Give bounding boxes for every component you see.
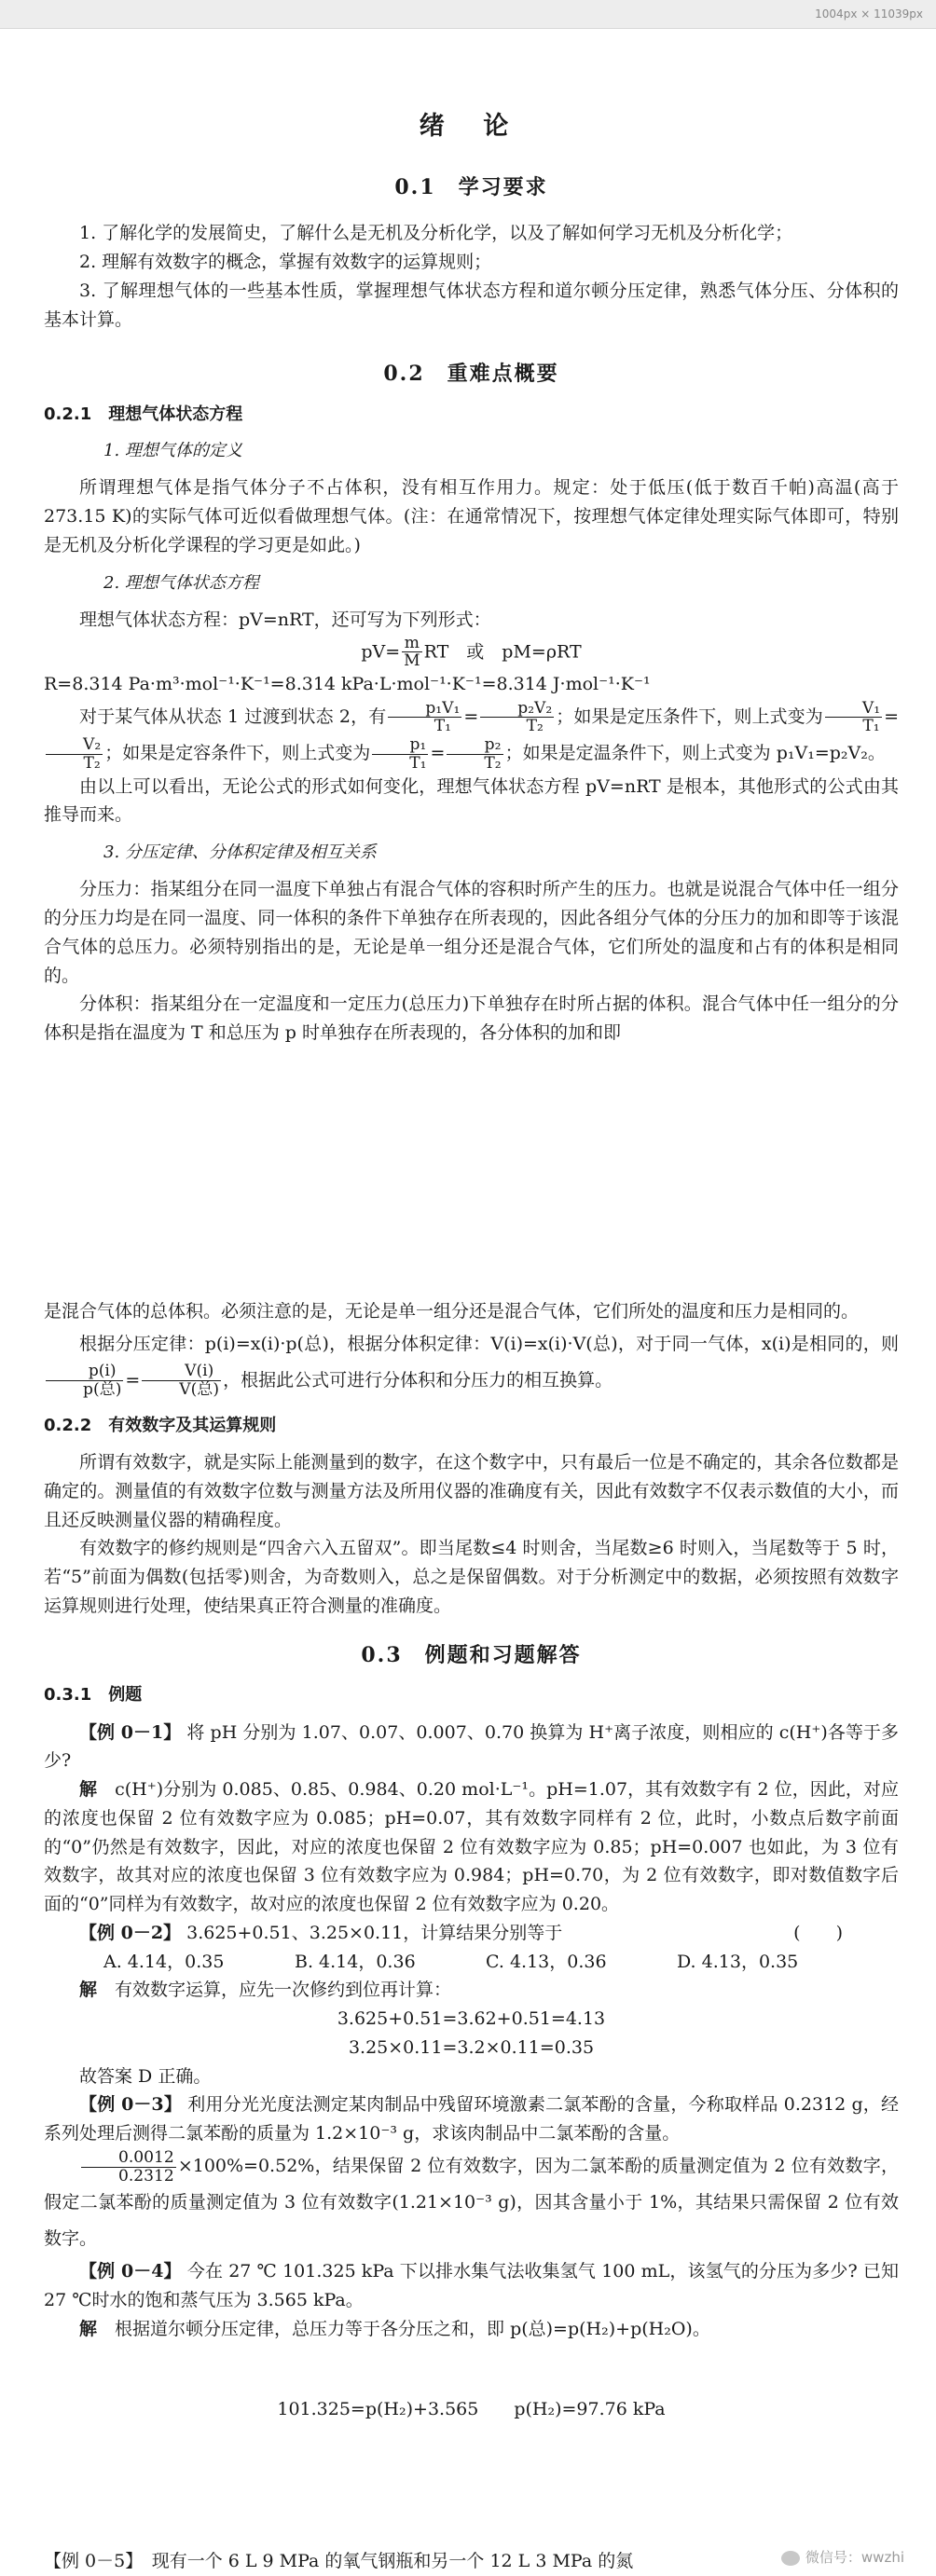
example-0-1-solution: 解 c(H⁺)分别为 0.085、0.85、0.984、0.20 mol·L⁻¹。pH=1.07，其有效数字有 2 位，因此，对应的浓度也保留 2 位有效数字应为 0.085；pH=0.07，其有效数字同样有 2 位，此时，小数点后数字前面的“0”仍然是有效数字，因此，对应的浓度也保留 2 位有效数字应为 0.85；pH=0.007 也如此，为 3 位有效数字，故其对应的浓度也保留 3 位有效数字应为 0.984；pH=0.70，为 2 位有效数字，即对数值数字后面的“0”同样为有效数字，故对应的浓度也保留 2 位有效数字应为 0.20。	[44, 1779, 899, 1915]
example-0-4-question: 【例 0－4】 今在 27 ℃ 101.325 kPa 下以排水集气法收集氢气 100 mL，该氢气的分压为多少? 已知 27 ℃时水的饱和蒸气压为 3.565 kPa。	[44, 2261, 900, 2310]
requirement-2: 2. 理解有效数字的概念，掌握有效数字的运算规则；	[79, 252, 492, 273]
paragraph-equation-summary: 由以上可以看出，无论公式的形式如何变化，理想气体状态方程 pV=nRT 是根本，其他形式的公式由其推导而来。	[44, 775, 899, 826]
paragraph-state-change: 对于某气体从状态 1 过渡到状态 2，有 $\frac{\text{p₁V₁}}{\text{T₁}}$ = $\frac{\text{p₂V₂}}{\text{T₂}}$ ；如果是定压条件下，则上式变为 $\frac{\text{V₁}}{\text{T₁}}$ = $\frac{\text{V₂}}{\text{T₂}}$ ；如果是定容条件下，则上式变为 $\frac{\text{p₁}}{\text{T₁}}$ = $\frac{\text{p₂}}{\text{T₂}}$ ；如果是定温条件下，则上式变为 p₁V₁=p₂V₂。	[44, 699, 899, 773]
example-0-4-equation: 101.325=p(H₂)+3.565 p(H₂)=97.76 kPa	[277, 2399, 666, 2420]
option-b: B. 4.14，0.36	[295, 1951, 416, 1972]
example-0-3-solution: $\frac{0.0012}{0.2312}$ ×100%=0.52%，结果保留 2 位有效数字，因为二氯苯酚的质量测定值为 2 位有效数字，假定二氯苯酚的质量测定值为 3 位有效数字(1.21×10⁻³ g)，因其含量小于 1%，其结果只需保留 2 位有效数字。	[44, 2147, 899, 2250]
section-0-2-heading: 0.2 重难点概要	[383, 362, 559, 387]
option-a: A. 4.14，0.35	[103, 1951, 225, 1972]
wechat-icon	[781, 2551, 800, 2566]
watermark	[781, 2546, 904, 2569]
example-0-5-cut-off: 【例 0－5】 现有一个 6 L 9 MPa 的氧气钢瓶和另一个 12 L 3 MPa 的氮	[44, 2551, 634, 2571]
paragraph-ideal-gas: 所谓理想气体是指气体分子不占体积，没有相互作用力。规定：处于低压(低于数百千帕)高温(高于 273.15 K)的实际气体可近似看做理想气体。(注：在通常情况下，按理想气体定律处理实际气体即可，特别是无机及分析化学课程的学习更是如此。)	[44, 477, 899, 555]
item-ideal-gas-equation: 2. 理想气体状态方程	[103, 572, 259, 593]
requirement-3: 3. 了解理想气体的一些基本性质，掌握理想气体状态方程和道尔顿分压定律，熟悉气体分压、分体积的基本计算。	[44, 280, 899, 330]
subsection-0-3-1: 0.3.1 例题	[44, 1685, 143, 1706]
section-0-3-heading: 0.3 例题和习题解答	[361, 1642, 582, 1667]
paragraph-partial-pressure: 分压力：指某组分在同一温度下单独占有混合气体的容积时所产生的压力。也就是说混合气体中任一组分的分压力均是在同一温度、同一体积的条件下单独存在所表现的，因此各组分气体的分压力的加和即等于该混合气体的总压力。必须特别指出的是，无论是单一组分还是混合气体，它们所处的温度和占有的体积是相同的。	[44, 879, 899, 986]
example-0-4-solution: 解 根据道尔顿分压定律，总压力等于各分压之和，即 p(总)=p(H₂)+p(H₂O)。	[79, 2318, 710, 2339]
watermark-text: 微信号：wwzhi	[805, 2549, 904, 2566]
page-2-content	[44, 1297, 899, 2424]
example-0-2-options	[103, 1948, 899, 1977]
example-0-2-answer: 故答案 D 正确。	[79, 2065, 212, 2087]
page-1-content	[44, 106, 899, 1048]
image-dimensions: 1004px × 11039px	[815, 7, 923, 21]
requirement-1: 1. 了解化学的发展简史，了解什么是无机及分析化学，以及了解如何学习无机及分析化学；	[79, 223, 793, 244]
option-c: C. 4.13，0.36	[486, 1951, 607, 1972]
paragraph-partial-volume: 分体积：指某组分在一定温度和一定压力(总压力)下单独存在时所占据的体积。混合气体中任一组分的分体积是指在温度为 T 和总压为 p 时单独存在所表现的，各分体积的加和即	[44, 993, 899, 1044]
subsection-0-2-1: 0.2.1 理想气体状态方程	[44, 404, 243, 425]
paragraph-partial-volume-cont: 是混合气体的总体积。必须注意的是，无论是单一组分还是混合气体，它们所处的温度和压力是相同的。	[44, 1301, 860, 1322]
page-1	[0, 28, 936, 1294]
example-0-2-equation-1: 3.625+0.51=3.62+0.51=4.13	[337, 2008, 606, 2030]
equation-r-constant: R=8.314 Pa·m³·mol⁻¹·K⁻¹=8.314 kPa·L·mol⁻¹·K⁻¹=8.314 J·mol⁻¹·K⁻¹	[44, 674, 651, 695]
example-0-3-question: 【例 0－3】 利用分光光度法测定某肉制品中残留环境激素二氯苯酚的含量，今称取样品 0.2312 g，经系列处理后测得二氯苯酚的质量为 1.2×10⁻³ g，求该肉制品中二氯苯酚的含量。	[44, 2094, 899, 2144]
section-0-1-heading: 0.1 学习要求	[394, 174, 548, 199]
paragraph-significant-figures: 所谓有效数字，就是实际上能测量到的数字，在这个数字中，只有最后一位是不确定的，其余各位数都是确定的。测量值的有效数字位数与测量方法及所用仪器的准确度有关，因此有效数字不仅表示数值的大小，而且还反映测量仪器的精确程度。	[44, 1452, 899, 1530]
paragraph-equation-intro: 理想气体状态方程：pV=nRT，还可写为下列形式：	[79, 609, 491, 630]
subsection-0-2-2: 0.2.2 有效数字及其运算规则	[44, 1416, 277, 1435]
paragraph-conversion: 根据分压定律：p(i)=x(i)·p(总)，根据分体积定律：V(i)=x(i)·V(总)，对于同一气体，x(i)是相同的，则 $\frac{p(i)}{\text{p(总)}}$ = $\frac{V(i)}{\text{V(总)}}$ ，根据此公式可进行分体积和分压力的相互换算。	[44, 1326, 899, 1399]
equation-pv-mrt: pV= $\frac{m}{M}$ RT 或 pM=ρRT	[361, 633, 582, 671]
option-d: D. 4.13，0.35	[677, 1951, 799, 1972]
example-0-2-solution: 解 有效数字运算，应先一次修约到位再计算：	[79, 1980, 452, 2001]
example-0-2-question: 【例 0－2】 3.625+0.51、3.25×0.11，计算结果分别等于 ( )	[79, 1922, 843, 1943]
paragraph-rounding-rules: 有效数字的修约规则是“四舍六入五留双”。即当尾数≤4 时则舍，当尾数≥6 时则入，当尾数等于 5 时，若“5”前面为偶数(包括零)则舍，为奇数则入，总之是保留偶数。对于分析测定中的数据，必须按照有效数字运算规则进行处理，使结果真正符合测量的准确度。	[44, 1538, 899, 1616]
page-2	[0, 1294, 936, 2571]
viewer-top-bar	[0, 0, 936, 29]
example-0-1-question: 【例 0－1】 将 pH 分别为 1.07、0.07、0.007、0.70 换算为 H⁺离子浓度，则相应的 c(H⁺)各等于多少?	[44, 1721, 899, 1772]
page-title: 绪 论	[419, 112, 524, 141]
example-0-2-equation-2: 3.25×0.11=3.2×0.11=0.35	[348, 2036, 595, 2058]
item-ideal-gas-definition: 1. 理想气体的定义	[103, 441, 242, 461]
item-partial-pressure-law: 3. 分压定律、分体积定律及相互关系	[103, 843, 377, 863]
